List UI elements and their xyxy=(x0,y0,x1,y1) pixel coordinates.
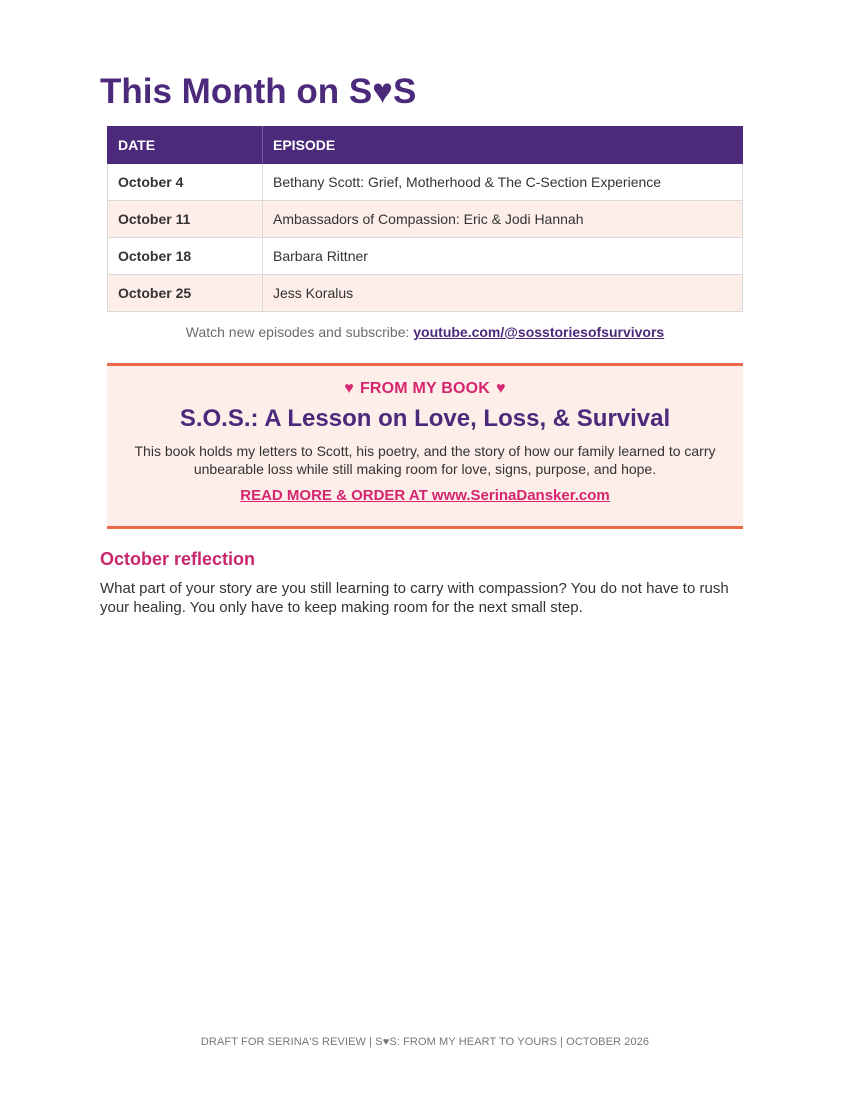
episode-title: Jess Koralus xyxy=(263,275,743,312)
watch-line xyxy=(100,324,750,340)
episode-schedule-table xyxy=(107,126,743,312)
table-row xyxy=(108,238,743,275)
date-column-header: DATE xyxy=(108,127,263,164)
table-row xyxy=(108,275,743,312)
episode-date: October 25 xyxy=(108,275,263,312)
page-footer: DRAFT FOR SERINA'S REVIEW | S♥S: FROM MY HEART TO YOURS | OCTOBER 2026 xyxy=(200,1036,650,1048)
youtube-link[interactable]: youtube.com/@sosstoriesofsurvivors xyxy=(413,324,665,340)
book-kicker-label: FROM MY BOOK xyxy=(359,380,491,397)
episode-date: October 18 xyxy=(108,238,263,275)
book-kicker xyxy=(107,380,743,398)
table-row xyxy=(108,164,743,201)
episode-date: October 4 xyxy=(108,164,263,201)
book-title: S.O.S.: A Lesson on Love, Loss, & Survival xyxy=(179,405,671,432)
book-order-link[interactable]: READ MORE & ORDER AT www.SerinaDansker.com xyxy=(240,487,610,504)
reflection-body: What part of your story are you still learning to carry with compassion? You do not have to rush your healing. You only have to keep making room for the next small step. xyxy=(100,580,729,616)
table-row xyxy=(108,201,743,238)
episode-column-header: EPISODE xyxy=(263,127,743,164)
episode-title: Bethany Scott: Grief, Motherhood & The C-Section Experience xyxy=(263,164,743,201)
book-promo-box xyxy=(107,363,743,529)
episode-title: Ambassadors of Compassion: Eric & Jodi Hannah xyxy=(263,201,743,238)
episode-title: Barbara Rittner xyxy=(263,238,743,275)
episode-date: October 11 xyxy=(108,201,263,238)
heart-icon: ♥ xyxy=(496,380,506,397)
heart-icon: ♥ xyxy=(344,380,354,397)
book-description: This book holds my letters to Scott, his poetry, and the story of how our family learned to carry unbearable loss while still making room for love, signs, purpose, and hope. xyxy=(134,443,716,477)
watch-text: Watch new episodes and subscribe: xyxy=(185,324,410,340)
reflection-heading: October reflection xyxy=(100,549,256,569)
table-header-row xyxy=(108,127,743,164)
page-title: This Month on S♥S xyxy=(100,72,417,111)
